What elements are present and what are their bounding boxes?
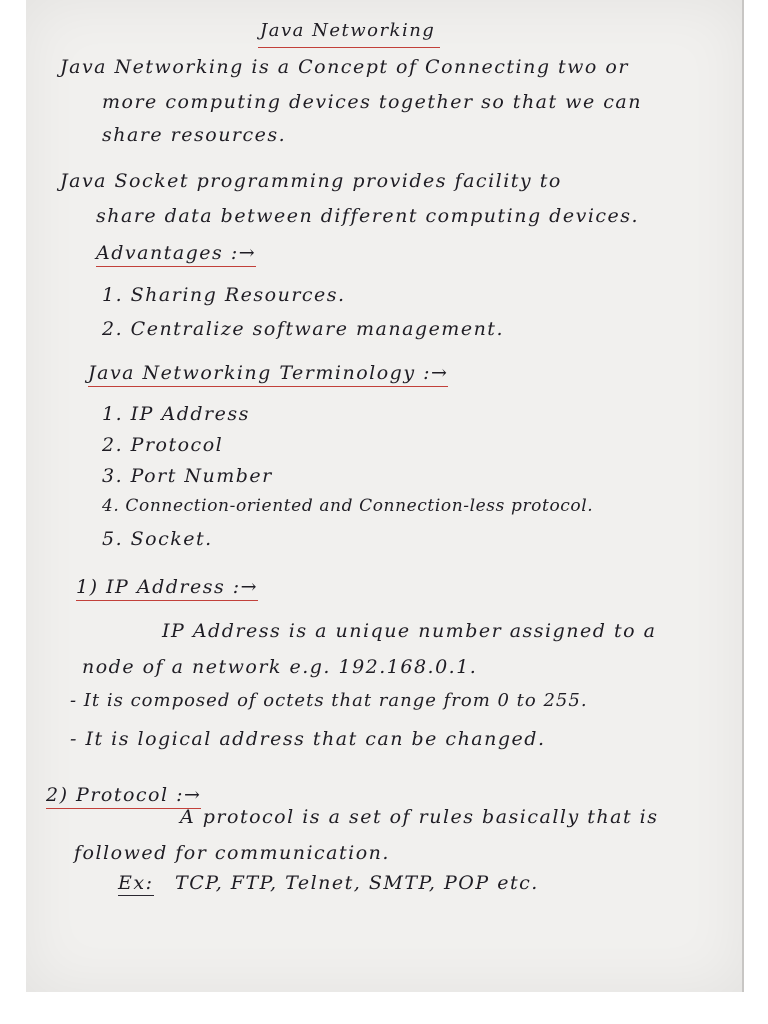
intro-line-1: Java Networking is a Concept of Connecting two or: [60, 56, 629, 78]
advantages-heading-text: Advantages :→: [96, 242, 256, 267]
ip-address-line-2: node of a network e.g. 192.168.0.1.: [82, 656, 478, 678]
advantages-item-2: 2. Centralize software management.: [102, 318, 504, 340]
terminology-heading: [88, 362, 448, 384]
example-text: TCP, FTP, Telnet, SMTP, POP etc.: [175, 872, 539, 894]
protocol-line-2: followed for communication.: [74, 842, 390, 864]
terminology-item-5: 5. Socket.: [102, 528, 213, 550]
protocol-line-1: A protocol is a set of rules basically that is: [180, 806, 659, 828]
protocol-heading-text: 2) Protocol :→: [46, 784, 201, 809]
ip-address-heading: [76, 576, 258, 598]
title-underline: [258, 47, 440, 48]
protocol-heading: [46, 784, 201, 806]
intro-line-3: share resources.: [102, 124, 287, 146]
advantages-item-1: 1. Sharing Resources.: [102, 284, 346, 306]
terminology-item-3: 3. Port Number: [102, 465, 273, 487]
ip-address-line-1: IP Address is a unique number assigned to a: [162, 620, 657, 642]
terminology-heading-text: Java Networking Terminology :→: [88, 362, 448, 387]
terminology-item-2: 2. Protocol: [102, 434, 224, 456]
intro-line-2: more computing devices together so that we can: [102, 91, 642, 113]
example-label: Ex:: [118, 872, 154, 894]
terminology-item-1: 1. IP Address: [102, 403, 250, 425]
ip-address-line-4: - It is logical address that can be changed.: [70, 728, 546, 750]
page-title: Java Networking: [260, 20, 436, 41]
protocol-example: [118, 872, 539, 894]
ip-address-line-3: - It is composed of octets that range from 0 to 255.: [70, 690, 588, 711]
notebook-page: [26, 0, 744, 992]
socket-line-2: share data between different computing devices.: [96, 205, 640, 227]
terminology-item-4: 4. Connection-oriented and Connection-less protocol.: [102, 496, 594, 516]
ip-address-heading-text: 1) IP Address :→: [76, 576, 258, 601]
socket-line-1: Java Socket programming provides facility to: [60, 170, 562, 192]
advantages-heading: [96, 242, 256, 264]
